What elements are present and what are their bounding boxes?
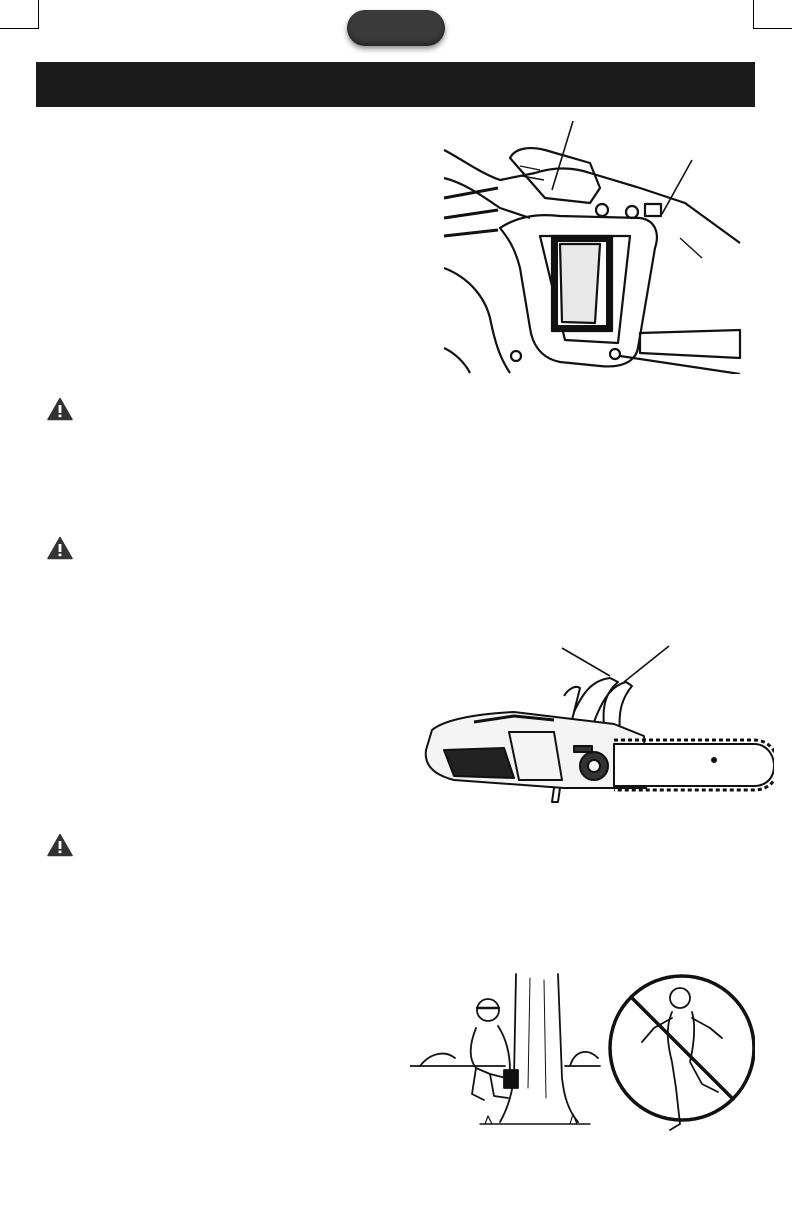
page-tab-pill bbox=[347, 10, 445, 46]
chainsaw-top-closeup-figure bbox=[440, 118, 742, 374]
crop-mark-left bbox=[0, 0, 39, 29]
warning-triangle-icon bbox=[47, 833, 73, 857]
section-header-bar bbox=[36, 62, 755, 107]
tree-felling-scene-figure bbox=[410, 958, 755, 1140]
warning-triangle-icon bbox=[47, 397, 73, 421]
chainsaw-side-view-figure bbox=[414, 640, 774, 808]
warning-triangle-icon bbox=[47, 536, 73, 560]
crop-mark-right bbox=[753, 0, 792, 29]
